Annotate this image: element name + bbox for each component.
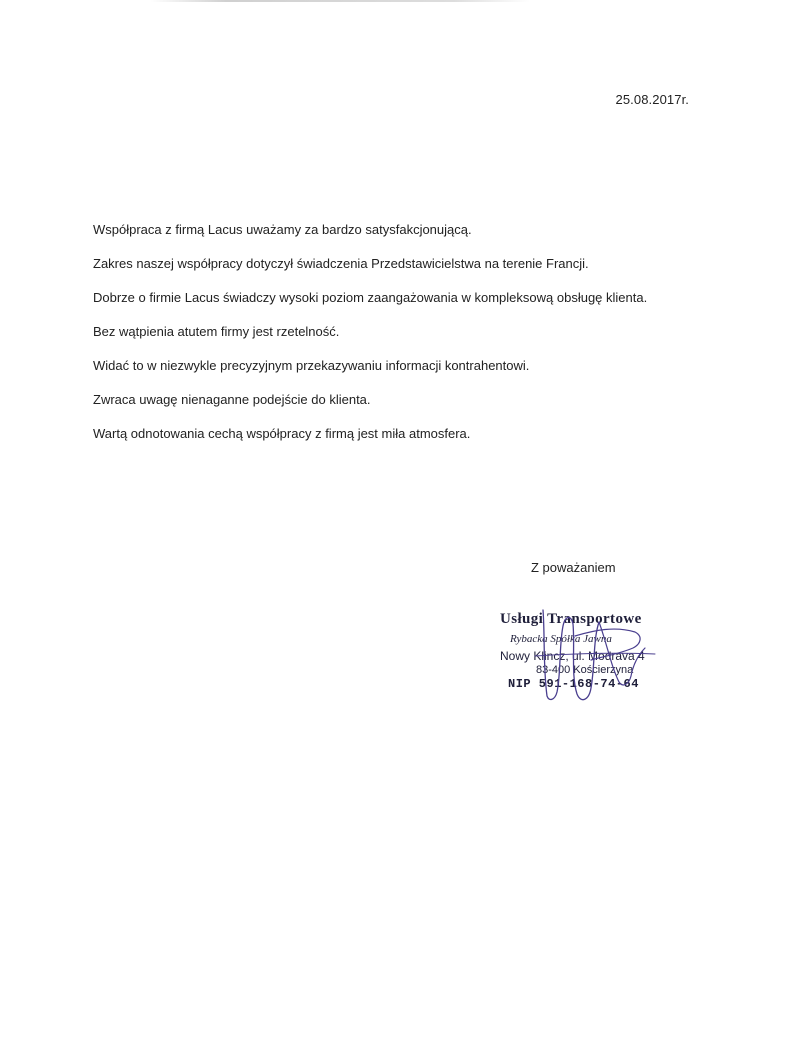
letter-paragraph: Bez wątpienia atutem firmy jest rzetelność.	[93, 324, 340, 339]
letter-paragraph: Wartą odnotowania cechą współpracy z firmą jest miła atmosfera.	[93, 426, 471, 441]
stamp-tax-id: NIP 591-168-74-64	[508, 677, 639, 691]
stamp-address-street: Nowy Klincz, ul. Modrava 4	[500, 649, 645, 663]
company-stamp	[500, 607, 660, 697]
letter-paragraph: Zwraca uwagę nienaganne podejście do klienta.	[93, 392, 371, 407]
letter-paragraph: Współpraca z firmą Lacus uważamy za bardzo satysfakcjonującą.	[93, 222, 472, 237]
letter-paragraph: Dobrze o firmie Lacus świadczy wysoki poziom zaangażowania w kompleksową obsługę klienta.	[93, 290, 648, 305]
letter-date: 25.08.2017r.	[615, 92, 689, 107]
scan-edge-mark	[150, 0, 530, 2]
letter-paragraph: Zakres naszej współpracy dotyczył świadczenia Przedstawicielstwa na terenie Francji.	[93, 256, 589, 271]
stamp-company-type: Rybacka Spółka Jawna	[510, 633, 612, 645]
stamp-company-name: Usługi Transportowe	[500, 611, 642, 627]
letter-paragraph: Widać to w niezwykle precyzyjnym przekazywaniu informacji kontrahentowi.	[93, 358, 530, 373]
letter-body	[93, 222, 713, 460]
stamp-address-city: 83-400 Kościerzyna	[536, 664, 634, 676]
closing-salutation: Z poważaniem	[531, 560, 616, 575]
